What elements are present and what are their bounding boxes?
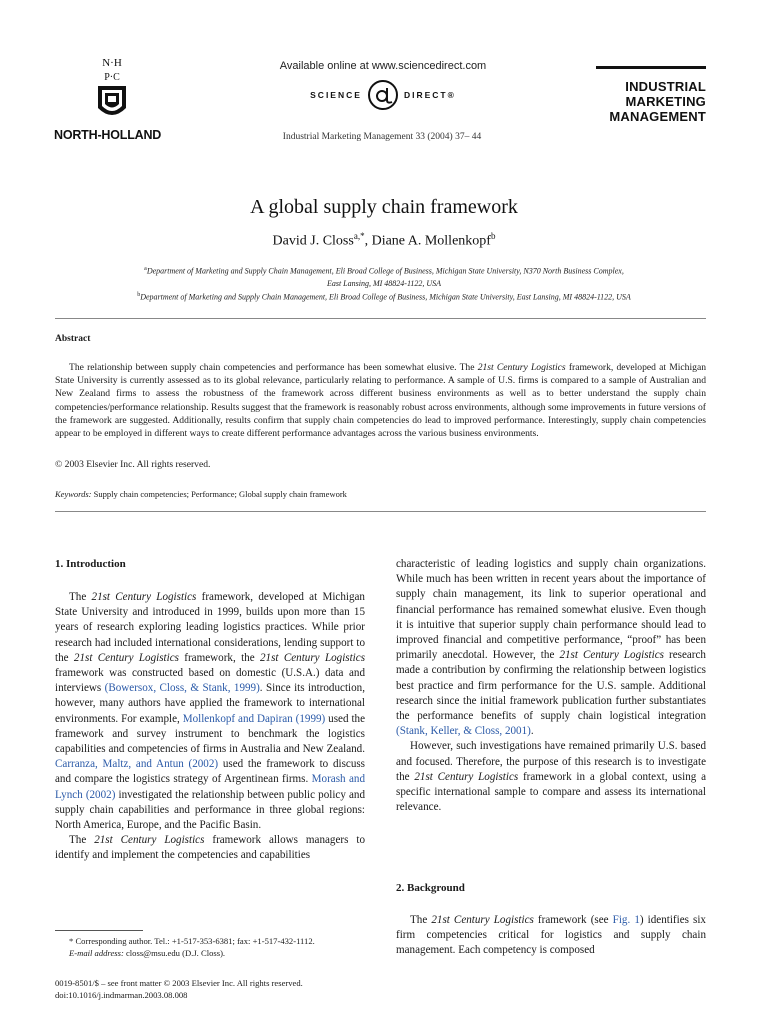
journal-name-line: MARKETING xyxy=(625,94,706,109)
front-matter-text: 0019-8501/$ – see front matter © 2003 Elsevier Inc. All rights reserved. xyxy=(55,978,303,988)
sciencedirect-logo xyxy=(270,78,496,112)
email-label: E-mail address: xyxy=(69,948,124,958)
paragraph: The 21st Century Logistics framework allows managers to identify and implement the competencies and capabilities xyxy=(55,834,365,862)
abstract-copyright: © 2003 Elsevier Inc. All rights reserved. xyxy=(55,459,211,470)
article-title: A global supply chain framework xyxy=(250,196,518,218)
abstract-heading: Abstract xyxy=(55,334,91,344)
divider xyxy=(55,318,706,319)
affiliation-text: East Lansing, MI 48824-1122, USA xyxy=(326,278,442,288)
citation-link[interactable]: Morash and Lynch (2002) xyxy=(55,773,366,801)
paragraph: characteristic of leading logistics and supply chain organizations. While much has been written in recent years about the importance of supply chain management, its link to superior operational and financial performance has remained somewhat elusive. Even though it is intuitive that superior supply chain performance should lead to improved financial and competitive performance, “proof” has been primarily anecdotal. However, the 21st Century Logistics research made a contribution by confirming the relationship between logistics best practice and firm performance for the U.S. sample. Additional research since the initial framework publication further substantiates the performance benefits of supply chain logistical integration (Stank, Keller, & Closs, 2001). xyxy=(396,558,706,738)
author-superscript: a,* xyxy=(353,231,365,241)
paragraph: The 21st Century Logistics framework, developed at Michigan State University and introduced in 1999, builds upon more than 15 years of research exploring leading logistics practices. While prior research had included international considerations, lending support to the 21st Century Logistics framework, the 21st Century Logistics framework was constructed based on domestic (U.S.A.) data and interviews (Bowersox, Closs, & Stank, 1999). Since its introduction, however, many authors have applied the framework to international environments. For example, Mollenkopf and Dapiran (1999) used the framework and survey instrument to benchmark the logistics capabilities and competencies of firms in Australia and New Zealand. Carranza, Maltz, and Antun (2002) used the framework to discuss and compare the logistics strategy of Argentinean firms. Morash and Lynch (2002) investigated the relationship between public policy and supply chain capabilities and performance in three global regions: North America, Europe, and the Pacific Basin. xyxy=(55,591,366,832)
at-sign-icon xyxy=(366,78,400,112)
affiliation-marker: b xyxy=(137,292,141,298)
author-superscript: b xyxy=(490,231,496,241)
email-line xyxy=(55,947,371,959)
logo-initials-top: N·H xyxy=(102,57,122,69)
keywords-text: Supply chain competencies; Performance; Global supply chain framework xyxy=(93,489,347,499)
author-name: Diane A. Mollenkopf xyxy=(371,233,491,249)
journal-name-line: MANAGEMENT xyxy=(609,109,706,124)
footnote xyxy=(55,935,371,959)
affiliation-text: Department of Marketing and Supply Chain Management, Eli Broad College of Business, Michigan State University, N370 North Business Complex, xyxy=(146,266,624,276)
email-address[interactable]: closs@msu.edu (D.J. Closs). xyxy=(123,948,226,958)
affiliation-text: Department of Marketing and Supply Chain Management, Eli Broad College of Business, Michigan State University, East Lansing, MI 48824-1122, USA xyxy=(140,292,631,302)
abstract-emphasis: 21st Century Logistics xyxy=(477,362,566,373)
available-online-text: Available online at www.sciencedirect.com xyxy=(279,60,487,72)
paragraph: However, such investigations have remained primarily U.S. based and focused. Therefore, the purpose of this research is to investigate the 21st Century Logistics framework in a global context, using a specific international sample to compare and assess its international relevance. xyxy=(396,740,706,814)
abstract-text: framework, developed at Michigan State University is currently assessed as to its global relevance, particularly relating to performance. A sample of U.S. firms is compared to a sample of Australian and New Zealand firms to assess the robustness of the framework across different business environments as well as to better understand the supply chain competencies/performance relationship. Results suggest that the framework is reasonably robust across environments, although some improvements in future versions of the framework are suggested. Additionally, results confirm that supply chain competencies do lead to improved performance. Interestingly, supply chain competencies appear to be employed in different ways to create different performance advantages across the various business environments. xyxy=(55,362,706,440)
corresponding-author: * Corresponding author. Tel.: +1-517-353-6381; fax: +1-517-432-1112. xyxy=(69,936,315,946)
sciencedirect-block xyxy=(270,60,496,112)
section-heading-introduction: 1. Introduction xyxy=(55,558,126,570)
divider xyxy=(55,511,706,512)
journal-citation: Industrial Marketing Management 33 (2004) 37– 44 xyxy=(282,132,482,142)
affiliation-b xyxy=(50,289,718,304)
citation-link[interactable]: Carranza, Maltz, and Antun (2002) xyxy=(55,758,219,771)
author-name: David J. Closs xyxy=(272,233,354,249)
introduction-column xyxy=(55,590,365,864)
paragraph: The 21st Century Logistics framework (see Fig. 1) identifies six firm competencies critical for logistics and supply chain management. Each competency is composed xyxy=(396,914,706,957)
authors xyxy=(0,231,768,250)
publisher-name: NORTH-HOLLAND xyxy=(54,128,162,142)
north-holland-emblem-icon xyxy=(92,56,132,122)
journal-name-box xyxy=(596,66,706,124)
citation-link[interactable]: (Bowersox, Closs, & Stank, 1999) xyxy=(104,682,260,695)
sd-right-text: DIRECT® xyxy=(403,90,456,100)
abstract-body xyxy=(55,361,706,440)
front-matter xyxy=(55,977,303,1001)
doi-text: doi:10.1016/j.indmarman.2003.08.008 xyxy=(55,990,188,1000)
figure-link[interactable]: Fig. 1 xyxy=(612,914,640,926)
right-column xyxy=(396,557,706,815)
logo-initials-mid: P·C xyxy=(104,72,120,83)
abstract-text: The relationship between supply chain competencies and performance has been somewhat elusive. The xyxy=(69,362,478,373)
citation-link[interactable]: (Stank, Keller, & Closs, 2001) xyxy=(396,725,531,738)
affiliation-a xyxy=(50,263,718,290)
footnote-divider xyxy=(55,930,143,931)
background-column xyxy=(396,913,706,959)
journal-name-line: INDUSTRIAL xyxy=(625,79,706,94)
keywords-label: Keywords: xyxy=(55,489,92,499)
journal-bar-divider xyxy=(596,66,706,69)
section-heading-background: 2. Background xyxy=(396,882,465,894)
journal-name xyxy=(596,79,706,124)
sd-left-text: SCIENCE xyxy=(310,90,362,100)
affiliation-marker: a xyxy=(144,266,147,272)
citation-link[interactable]: Mollenkopf and Dapiran (1999) xyxy=(182,712,326,725)
keywords xyxy=(55,489,347,499)
author-separator: , xyxy=(364,233,372,249)
